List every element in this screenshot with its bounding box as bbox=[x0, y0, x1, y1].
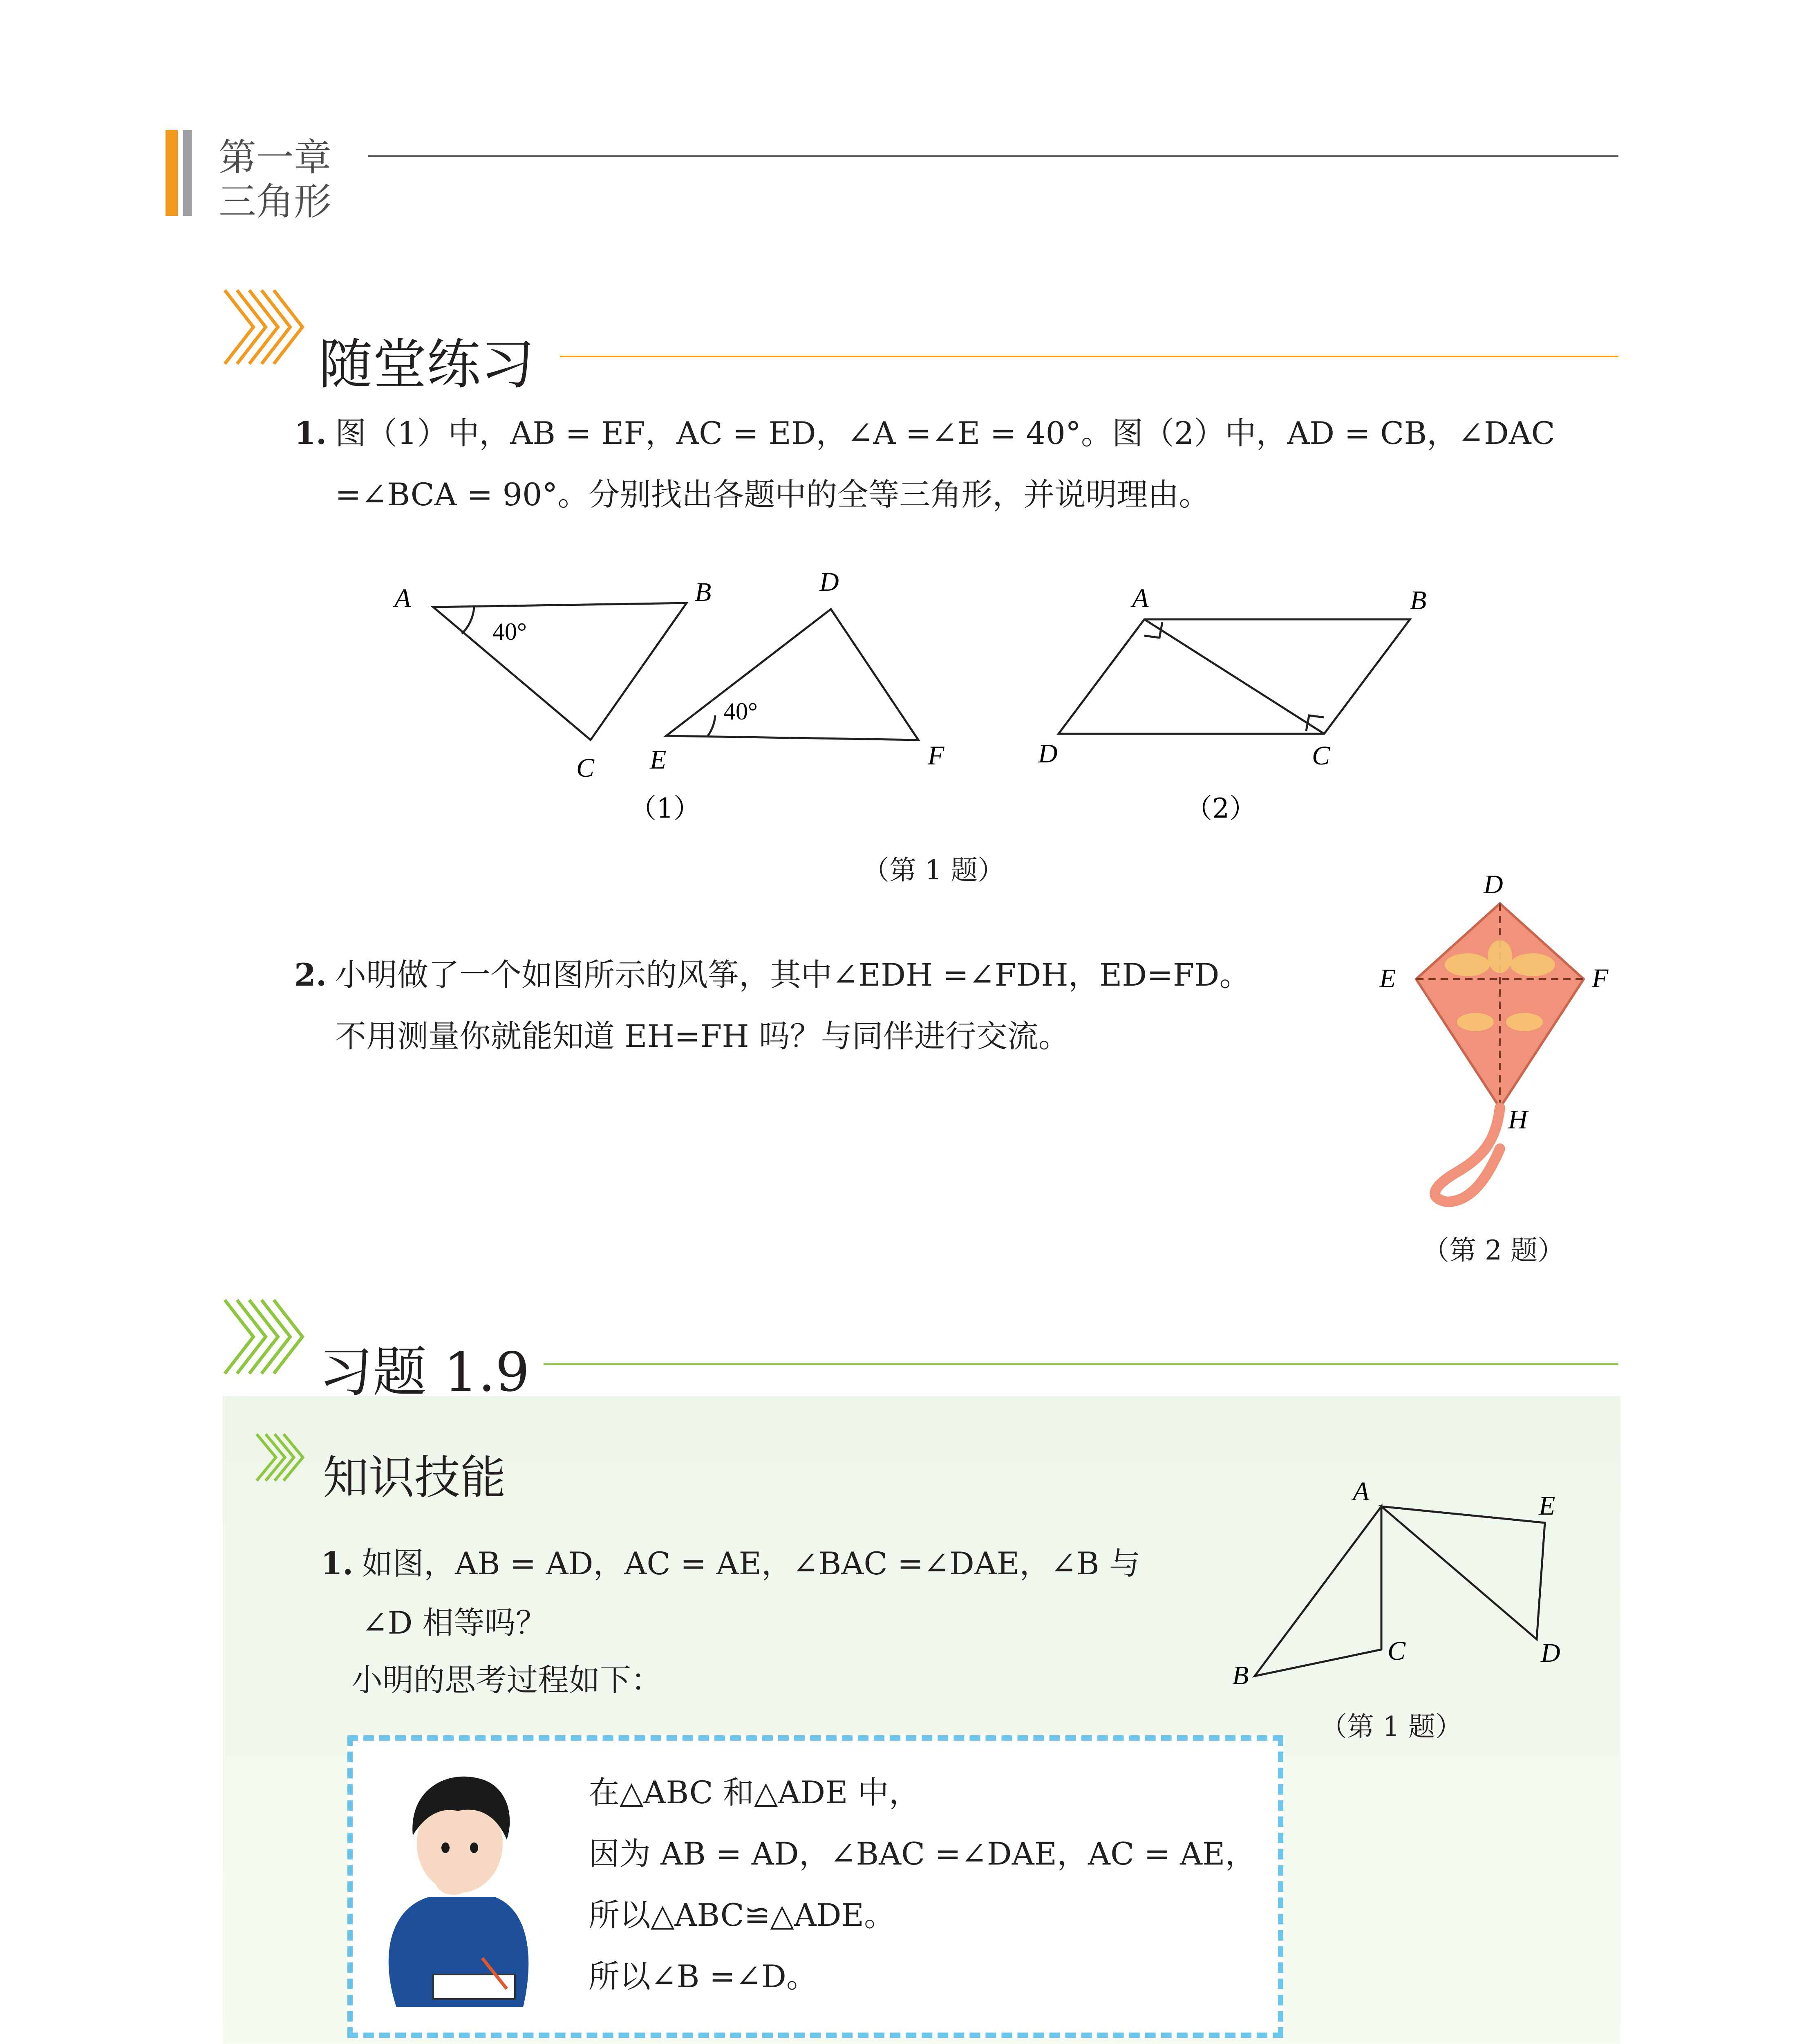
angle-label-a: 40° bbox=[492, 618, 527, 645]
chevron-icon bbox=[221, 286, 315, 368]
ex-q1-figure-caption: （第 1 题） bbox=[1320, 1711, 1462, 1742]
kite-label-h: H bbox=[1508, 1105, 1528, 1134]
q1-line2: =∠BCA = 90°。分别找出各题中的全等三角形，并说明理由。 bbox=[335, 476, 1210, 513]
label-a: A bbox=[394, 583, 411, 613]
student-illustration bbox=[372, 1762, 544, 2007]
chapter-label: 第一章 bbox=[219, 136, 332, 179]
reasoning-line-3: 所以△ABC≌△ADE。 bbox=[589, 1897, 895, 1933]
ex1-label-d: D bbox=[1541, 1638, 1560, 1668]
label-f: F bbox=[928, 741, 944, 771]
label-c: C bbox=[576, 753, 595, 783]
chevron-icon-green bbox=[221, 1296, 315, 1378]
fig1-caption: （1） bbox=[629, 793, 700, 824]
ex-q1-number: 1. bbox=[321, 1545, 354, 1582]
section-rule bbox=[560, 356, 1618, 357]
kite-label-e: E bbox=[1379, 964, 1396, 993]
angle-label-e: 40° bbox=[723, 698, 758, 725]
q2-line1: 小明做了一个如图所示的风筝，其中∠EDH =∠FDH，ED=FD。 bbox=[335, 957, 1251, 993]
ex1-label-b: B bbox=[1232, 1661, 1249, 1690]
label-b: B bbox=[695, 577, 712, 607]
q2-line2: 不用测量你就能知道 EH=FH 吗？与同伴进行交流。 bbox=[335, 1018, 1070, 1054]
subsection-title: 知识技能 bbox=[323, 1451, 506, 1504]
label-e: E bbox=[650, 745, 667, 775]
label-c2: C bbox=[1312, 741, 1330, 771]
reasoning-line-4: 所以∠B =∠D。 bbox=[589, 1958, 817, 1995]
ex-q1-line2: ∠D 相等吗？ bbox=[362, 1605, 547, 1641]
section-title: 随堂练习 bbox=[319, 333, 535, 396]
kite-label-f: F bbox=[1592, 964, 1609, 993]
q1-figure-2 bbox=[1022, 572, 1471, 824]
exercise-rule bbox=[544, 1363, 1618, 1365]
chevron-small-icon bbox=[253, 1431, 311, 1484]
q1-figure-1 bbox=[376, 556, 989, 824]
q1-figure-caption: （第 1 题） bbox=[862, 854, 1005, 886]
label-d2: D bbox=[1038, 739, 1058, 769]
ex1-label-e: E bbox=[1539, 1491, 1555, 1521]
kite-figure bbox=[1361, 863, 1647, 1230]
reasoning-line-1: 在△ABC 和△ADE 中， bbox=[589, 1774, 920, 1811]
label-b2: B bbox=[1410, 585, 1427, 615]
q1-number: 1. bbox=[294, 415, 327, 451]
kite-label-d: D bbox=[1484, 870, 1503, 899]
kite-tail bbox=[1435, 1108, 1500, 1202]
header-rule bbox=[368, 155, 1618, 157]
q2-figure-caption: （第 2 题） bbox=[1422, 1235, 1564, 1266]
chapter-marker bbox=[166, 130, 178, 216]
exercise-title: 习题 1.9 bbox=[319, 1341, 530, 1404]
q1-line1: 图（1）中，AB = EF，AC = ED，∠A =∠E = 40°。图（2）中，AD = CB，∠DAC bbox=[335, 415, 1555, 451]
ex-q1-line1: 如图，AB = AD，AC = AE，∠BAC =∠DAE，∠B 与 bbox=[362, 1545, 1141, 1582]
reasoning-line-2: 因为 AB = AD，∠BAC =∠DAE，AC = AE， bbox=[589, 1836, 1256, 1872]
ex-q1-line3: 小明的思考过程如下： bbox=[351, 1662, 662, 1698]
ex1-label-c: C bbox=[1388, 1636, 1406, 1666]
label-a2: A bbox=[1132, 583, 1149, 613]
fig2-caption: （2） bbox=[1185, 793, 1256, 824]
ex1-label-a: A bbox=[1353, 1477, 1370, 1506]
label-d: D bbox=[819, 567, 839, 597]
ex-q1-figure bbox=[1218, 1476, 1602, 1705]
chapter-marker-grey bbox=[183, 130, 192, 216]
chapter-name: 三角形 bbox=[219, 180, 332, 224]
q2-number: 2. bbox=[294, 957, 327, 993]
